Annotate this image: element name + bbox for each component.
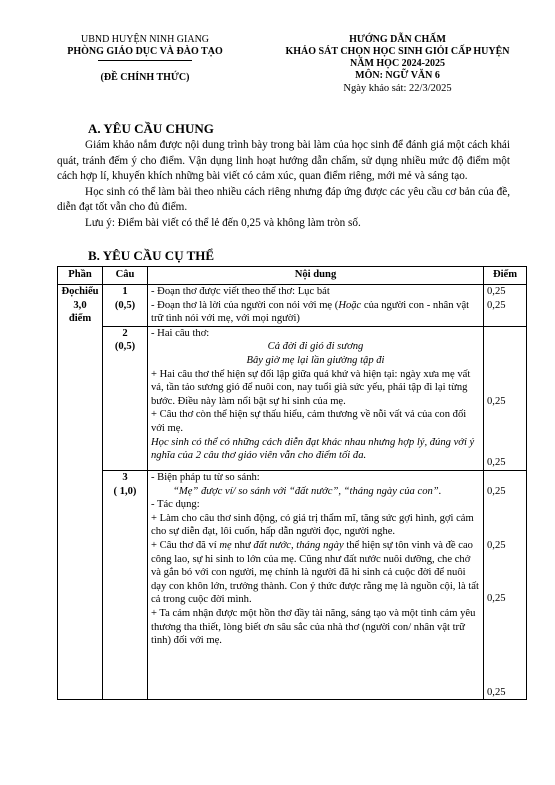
header-part: Phần: [58, 267, 103, 285]
points-cell: [484, 285, 527, 327]
question-cell: [103, 326, 148, 470]
score-value: 0,25: [487, 286, 506, 297]
header-left-divider: [98, 60, 192, 61]
exam-title: KHẢO SÁT CHỌN HỌC SINH GIỎI CẤP HUYỆN: [285, 46, 510, 57]
question-cell: [103, 285, 148, 327]
answer-line: + Làm cho câu thơ sinh động, có giá trị thẩm mĩ, tăng sức gợi hình, gợi cảm cho sự diễn đạt, lôi cuốn, hấp dẫn người đọc, người nghe.: [151, 512, 474, 538]
official-label: (ĐỀ CHÍNH THỨC): [100, 72, 190, 83]
general-paragraph-2: Học sinh có thể làm bài theo nhiều cách riêng nhưng đáp ứng được các yêu cầu cơ bản của đề, diễn đạt tốt vẫn cho đủ điểm.: [57, 185, 510, 213]
school-year: NĂM HỌC 2024-2025: [350, 58, 445, 69]
grader-note: Học sinh có thể có những cách diễn đạt khác nhau nhưng hợp lý, đúng với ý nghĩa của 2 câu thơ giáo viên vẫn cho điểm tối đa.: [151, 436, 475, 462]
score-value: 0,25: [487, 485, 506, 497]
doc-title: HƯỚNG DẪN CHẤM: [349, 34, 446, 45]
answer-line: - Biện pháp tu từ so sánh:: [151, 471, 260, 483]
answer-line: “Mẹ” được ví/ so sánh với “đất nước”, “tháng ngày của con”.: [173, 485, 442, 497]
district-name: UBND HUYỆN NINH GIANG: [80, 34, 210, 45]
part-cell: [58, 285, 103, 700]
header-right: [255, 34, 540, 82]
answer-line: - Hai câu thơ:: [151, 327, 210, 339]
content-cell: [148, 470, 484, 699]
subject: MÔN: NGỮ VĂN 6: [355, 70, 440, 81]
answer-line: - Tác dụng:: [151, 499, 200, 511]
question-number: 1: [122, 286, 128, 297]
question-points: (0,5): [114, 341, 136, 353]
answer-line: - Đoạn thơ được viết theo thể thơ: Lục bát: [151, 286, 330, 297]
score-value: 0,25: [487, 395, 506, 407]
content-cell: [148, 326, 484, 470]
general-paragraph-1: Giám khảo nắm được nội dung trình bày trong bài làm của học sinh để đánh giá một cách khái quát, tránh đếm ý cho điểm. Vận dụng linh hoạt hướng dẫn chấm, sử dụng nhiều mức độ điểm một cách hợp lí, khuyến khích những bài viết có cảm xúc, quan điểm riêng, mới mẻ và sáng tạo.: [57, 139, 510, 182]
score-value: 0,25: [487, 686, 506, 698]
section-a-body: [57, 138, 510, 231]
header-points: Điểm: [484, 267, 527, 285]
grading-table: [57, 266, 527, 700]
points-cell: [484, 470, 527, 699]
score-value: 0,25: [487, 593, 506, 605]
score-value: 0,25: [487, 539, 506, 551]
table-row: [58, 326, 527, 470]
question-points: ( 1,0): [113, 485, 137, 497]
answer-line: + Ta cảm nhận được một hồn thơ đầy tài năng, sáng tạo và một tình cảm yêu thương tha thiết, lòng biết ơn sâu sắc của nhà thơ (người con/ nhân vật trữ tình) đối với mẹ.: [151, 607, 476, 647]
general-note: Lưu ý: Điểm bài viết có thể lẻ đến 0,25 và không làm tròn số.: [85, 216, 361, 229]
points-cell: [484, 326, 527, 470]
table-header-row: [58, 267, 527, 285]
section-a-title: A. YÊU CẦU CHUNG: [88, 121, 214, 136]
header-content: Nội dung: [148, 267, 484, 285]
question-points: (0,5): [114, 299, 136, 311]
verse-line: Bây giờ mẹ lại lần giường tập đi: [246, 354, 385, 366]
answer-line: - Đoạn thơ là lời của người con nói với mẹ (Hoặc của người con - nhân vật trữ tình nói với mẹ, với mọi người): [151, 299, 470, 325]
header-left: [40, 34, 250, 58]
answer-line: + Câu thơ đã ví mẹ như đất nước, tháng ngày thể hiện sự tôn vinh và đề cao công lao, sự hi sinh to lớn của mẹ. Cũng như đất nước nuôi dưỡng, che chở và gắn bó với con người, mẹ chính là người đã hi sinh cả cuộc đời để nuôi dạy con khôn lớn, trưởng thành. Con ý thức được rằng mẹ là nguồn cội, là tất cả trong cuộc đời mình.: [151, 539, 479, 606]
section-b-title: B. YÊU CẦU CỤ THỂ: [88, 248, 215, 263]
verse-line: Cả đời đi gió đi sương: [267, 341, 364, 353]
content-cell: [148, 285, 484, 327]
question-cell: [103, 470, 148, 699]
part-name: Đọchiểu: [61, 286, 99, 297]
score-value: 0,25: [487, 299, 506, 311]
answer-line: + Hai câu thơ thể hiện sự đối lập giữa quá khứ và hiện tại: ngày xưa mẹ vất vả, tần tảo sương gió để nuôi con, nay tuổi già sức yếu, phải tập đi lại từng bước. Điều này làm nổi bật sự hi sinh của mẹ.: [151, 368, 471, 407]
table-row: [58, 285, 527, 327]
question-number: 2: [122, 327, 128, 339]
header-question: Câu: [103, 267, 148, 285]
part-unit: điểm: [68, 313, 92, 325]
question-number: 3: [122, 471, 128, 483]
part-score: 3,0: [73, 299, 87, 311]
score-value: 0,25: [487, 457, 506, 469]
answer-line: + Câu thơ còn thể hiện sự thấu hiểu, cảm thương về nỗi vất vả của con đối với mẹ.: [151, 409, 467, 434]
department-name: PHÒNG GIÁO DỤC VÀ ĐÀO TẠO: [67, 46, 223, 57]
exam-date: Ngày khảo sát: 22/3/2025: [343, 83, 452, 94]
table-row: [58, 470, 527, 699]
